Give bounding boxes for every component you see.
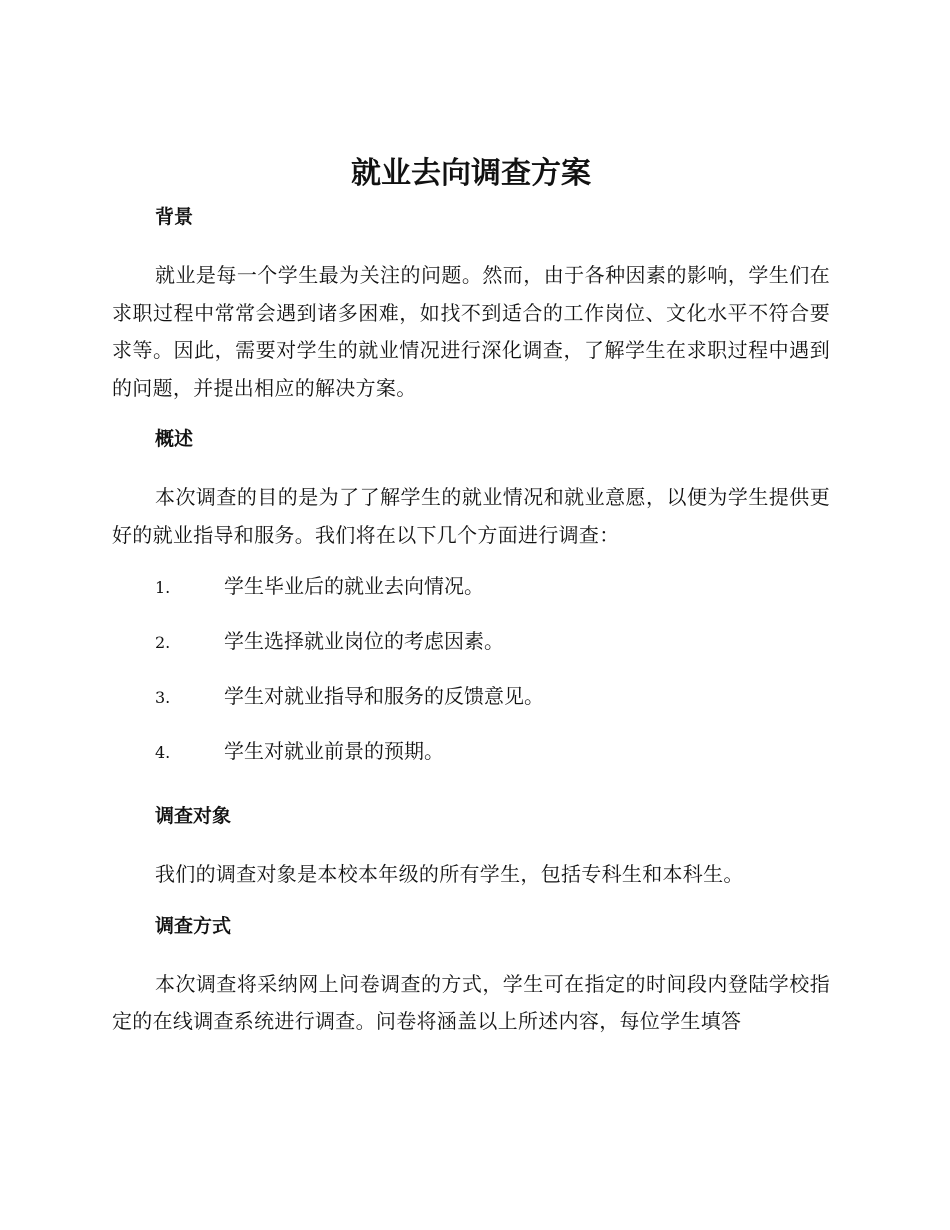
list-item (112, 571, 830, 626)
list-item-number: 3. (155, 688, 171, 707)
list-item-text: 学生对就业前景的预期。 (224, 739, 444, 763)
list-item-text: 学生毕业后的就业去向情况。 (224, 574, 484, 598)
list-item (112, 681, 830, 736)
section-paragraph: 本次调查的目的是为了了解学生的就业情况和就业意愿，以便为学生提供更好的就业指导和服务。我们将在以下几个方面进行调查： (112, 485, 830, 547)
section-heading: 调查对象 (155, 805, 232, 827)
list-item (112, 736, 830, 791)
section-background (112, 202, 830, 407)
section-heading: 背景 (155, 206, 194, 228)
section-overview (112, 424, 830, 791)
section-heading: 概述 (155, 428, 194, 450)
numbered-list (112, 571, 830, 791)
document-page (112, 150, 830, 1058)
section-paragraph: 本次调查将采纳网上问卷调查的方式，学生可在指定的时间段内登陆学校指定的在线调查系统进行调查。问卷将涵盖以上所述内容，每位学生填答 (112, 971, 830, 1033)
section-heading: 调查方式 (155, 914, 232, 937)
section-survey-method (112, 911, 830, 1041)
section-survey-subjects (112, 801, 830, 894)
document-title: 就业去向调查方案 (351, 156, 591, 191)
list-item-number: 2. (155, 633, 171, 652)
list-item-number: 1. (155, 578, 171, 597)
list-item-number: 4. (155, 743, 171, 762)
section-paragraph: 我们的调查对象是本校本年级的所有学生，包括专科生和本科生。 (155, 862, 744, 886)
section-paragraph: 就业是每一个学生最为关注的问题。然而，由于各种因素的影响，学生们在求职过程中常常会遇到诸多困难，如找不到适合的工作岗位、文化水平不符合要求等。因此，需要对学生的就业情况进行深化调查，了解学生在求职过程中遇到的问题，并提出相应的解决方案。 (112, 263, 830, 400)
list-item-text: 学生对就业指导和服务的反馈意见。 (224, 684, 544, 708)
list-item-text: 学生选择就业岗位的考虑因素。 (224, 629, 504, 653)
list-item (112, 626, 830, 681)
